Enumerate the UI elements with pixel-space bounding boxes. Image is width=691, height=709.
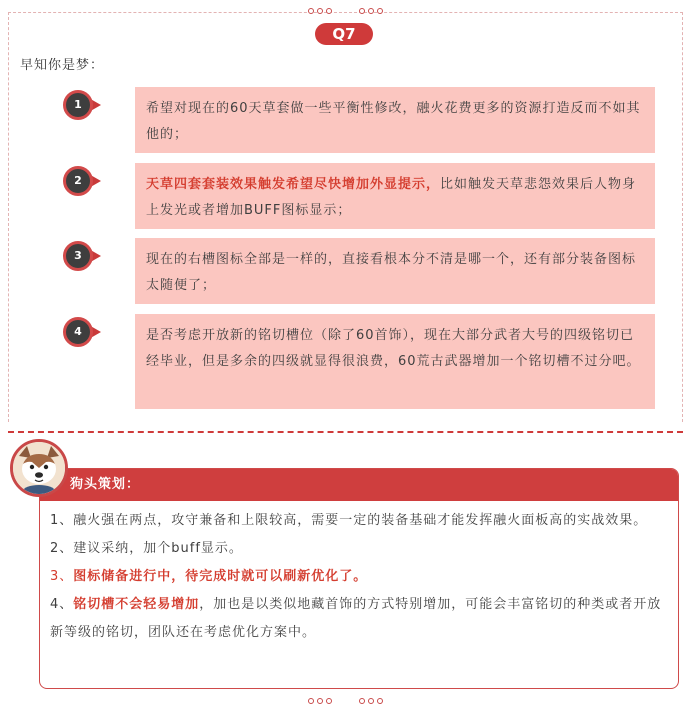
reply-line: 1、融火强在两点，攻守兼备和上限较高，需要一定的装备基础才能发挥融火面板高的实战效果。 — [50, 513, 648, 528]
item-number-badge: 3 — [63, 241, 107, 271]
reply-line: 3、图标储备进行中，待完成时就可以刷新优化了。 — [50, 569, 368, 584]
bottom-dots-ornament — [0, 698, 691, 704]
dog-face-icon — [13, 442, 65, 494]
reply-line: 2、建议采纳，加个buff显示。 — [50, 541, 243, 556]
item-number-badge: 1 — [63, 90, 107, 120]
top-dots-ornament — [0, 8, 691, 14]
intro-text: 早知你是梦： — [20, 58, 105, 73]
reply-title: 狗头策划： — [40, 469, 678, 501]
reply-line: 4、铭切槽不会轻易增加，加也是以类似地藏首饰的方式特别增加，可能会丰富铭切的种类或者开放新等级的铭切，团队还在考虑优化方案中。 — [50, 597, 662, 640]
feedback-item: 天草四套套装效果触发希望尽快增加外显提示，比如触发天草悲怨效果后人物身上发光或者增加BUFF图标显示； — [135, 163, 655, 229]
reply-panel — [39, 468, 679, 689]
dog-head-avatar — [10, 439, 68, 497]
question-badge: Q7 — [315, 23, 373, 45]
feedback-item: 是否考虑开放新的铭切槽位（除了60首饰），现在大部分武者大号的四级铭切已经毕业，但是多余的四级就显得很浪费，60荒古武器增加一个铭切槽不过分吧。 — [135, 314, 655, 409]
feedback-item: 希望对现在的60天草套做一些平衡性修改，融火花费更多的资源打造反而不如其他的； — [135, 87, 655, 153]
item-number-badge: 2 — [63, 166, 107, 196]
feedback-item: 现在的右槽图标全部是一样的，直接看根本分不清是哪一个，还有部分装备图标太随便了； — [135, 238, 655, 304]
section-divider — [8, 431, 683, 433]
item-number-badge: 4 — [63, 317, 107, 347]
